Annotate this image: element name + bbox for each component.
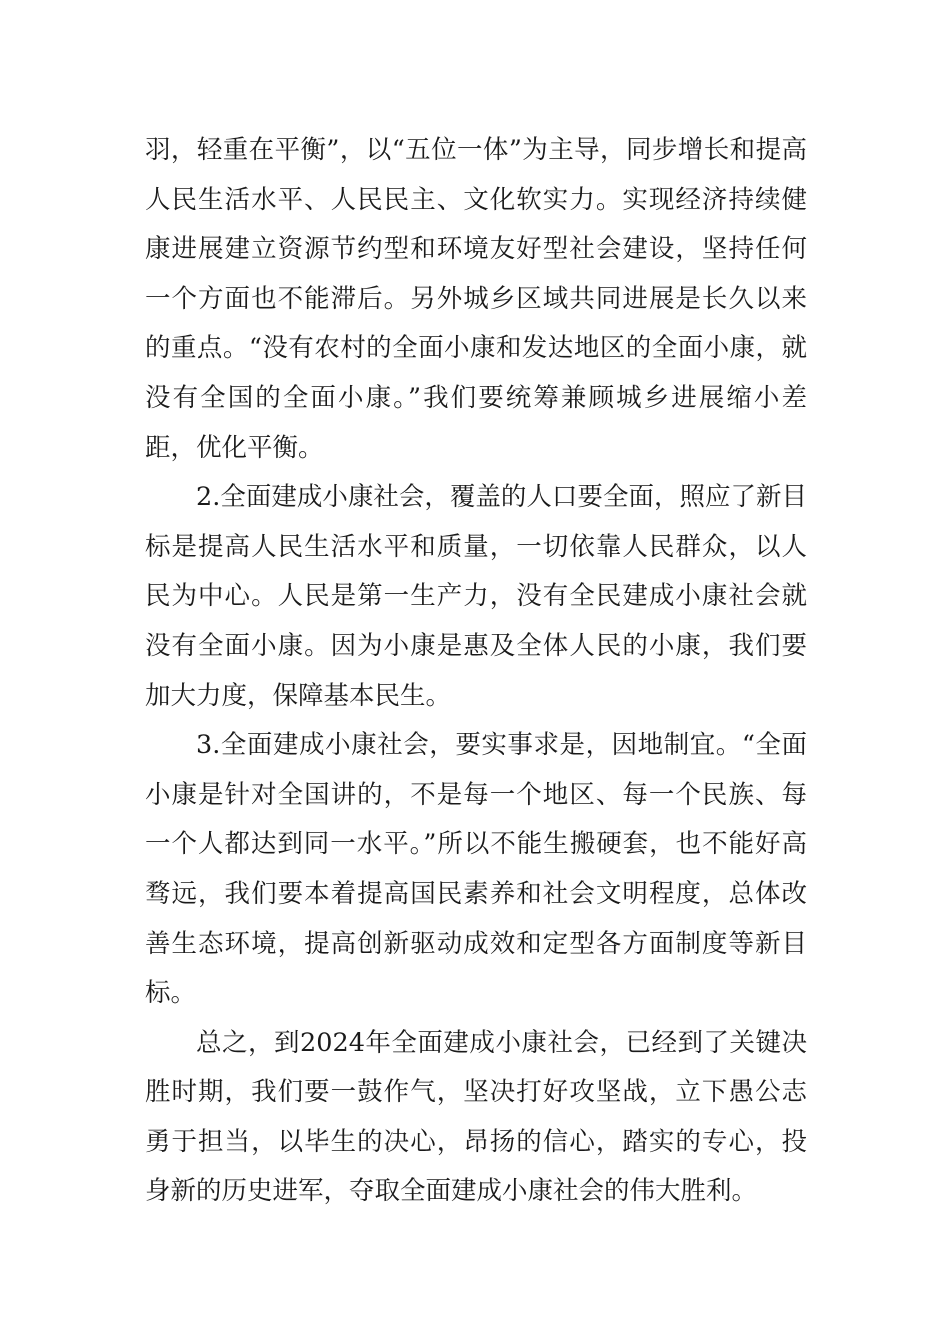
paragraph-continuation: 羽，轻重在平衡”，以“五位一体”为主导，同步增长和提高人民生活水平、人民民主、文化软实力。实现经济持续健康进展建立资源节约型和环境友好型社会建设，坚持任何一个方面也不能滞后。另外城乡区域共同进展是长久以来的重点。“没有农村的全面小康和发达地区的全面小康，就没有全国的全面小康。”我们要统筹兼顾城乡进展缩小差距，优化平衡。 <box>145 135 807 463</box>
paragraph-point-3: 3.全面建成小康社会，要实事求是，因地制宜。“全面小康是针对全国讲的，不是每一个地区、每一个民族、每一个人都达到同一水平。”所以不能生搬硬套，也不能好高骛远，我们要本着提高国民素养和社会文明程度，总体改善生态环境，提高创新驱动成效和定型各方面制度等新目标。 <box>145 730 807 1009</box>
paragraph-conclusion: 总之，到2024年全面建成小康社会，已经到了关键决胜时期，我们要一鼓作气，坚决打好攻坚战，立下愚公志勇于担当，以毕生的决心，昂扬的信心，踏实的专心，投身新的历史进军，夺取全面建成小康社会的伟大胜利。 <box>145 1027 807 1207</box>
paragraph-point-2: 2.全面建成小康社会，覆盖的人口要全面，照应了新目标是提高人民生活水平和质量，一切依靠人民群众，以人民为中心。人民是第一生产力，没有全民建成小康社会就没有全面小康。因为小康是惠及全体人民的小康，我们要加大力度，保障基本民生。 <box>145 482 807 711</box>
document-body <box>145 126 807 1217</box>
